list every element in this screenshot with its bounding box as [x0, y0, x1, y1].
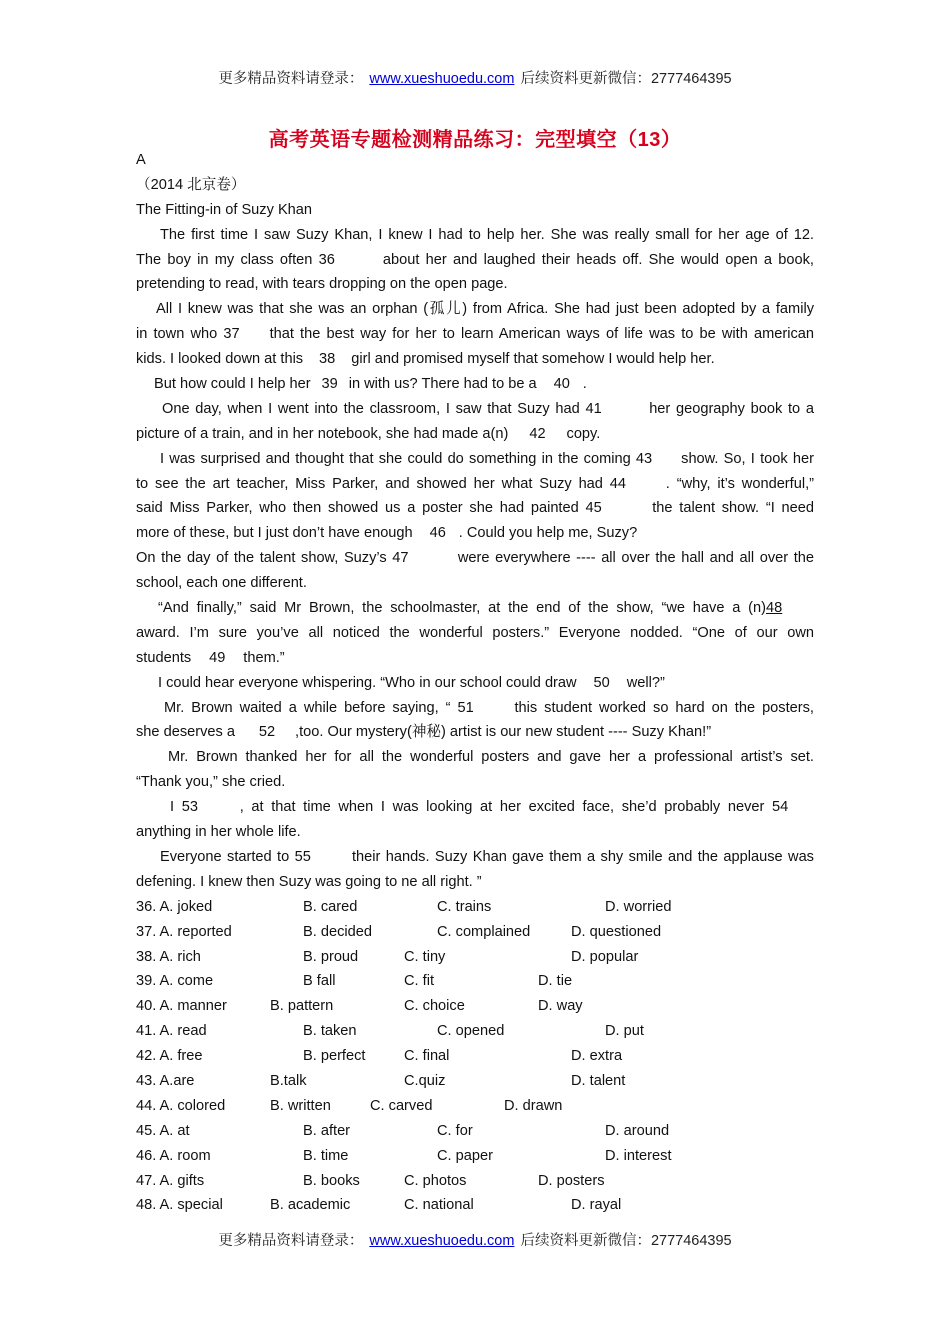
- blank-43: 43: [635, 450, 653, 467]
- paragraph-line: [136, 472, 814, 497]
- text: this student worked so hard on the posters,: [514, 699, 814, 716]
- blank-53: 53: [181, 799, 198, 816]
- text: were everywhere ---- all over the hall and all over the: [457, 550, 814, 567]
- text: that the best way for her to learn American ways of life was to be with american: [269, 326, 814, 343]
- option: 43. A.are: [136, 1072, 195, 1089]
- paragraph-line: [136, 546, 814, 571]
- option: B. cared: [303, 898, 358, 915]
- text: copy.: [566, 425, 601, 442]
- text: show. So, I took her: [681, 450, 814, 467]
- paragraph-line: defening. I knew then Suzy was going to ne all right. ”: [136, 873, 482, 890]
- option: C. for: [437, 1122, 473, 1139]
- text: One day, when I went into the classroom, I saw that Suzy had: [162, 400, 580, 417]
- option: 38. A. rich: [136, 948, 201, 965]
- footer-suffix: 后续资料更新微信：2777464395: [520, 1233, 732, 1249]
- paragraph-line: [136, 322, 814, 347]
- option: 36. A. joked: [136, 898, 213, 915]
- option: 42. A. free: [136, 1048, 203, 1065]
- paragraph-line: The first time I saw Suzy Khan, I knew I had to help her. She was really small for her age of 12.: [160, 226, 814, 243]
- blank-52: 52: [258, 724, 276, 741]
- option-row-45: [136, 1119, 814, 1144]
- option: C. complained: [437, 923, 531, 940]
- option-row-48: [136, 1193, 814, 1218]
- option: C. fit: [404, 973, 434, 990]
- option: D. popular: [571, 948, 639, 965]
- option: 37. A. reported: [136, 923, 232, 940]
- footer-prefix: 更多精品资料请登录：: [218, 1233, 364, 1249]
- paragraph-line: [136, 496, 814, 521]
- option: D. rayal: [571, 1197, 622, 1214]
- blank-47: 47: [392, 550, 409, 567]
- text: their hands. Suzy Khan gave them a shy smile and the applause was: [351, 848, 814, 865]
- paragraph-line: [136, 671, 814, 696]
- text: Mr. Brown waited a while before saying, “: [164, 699, 451, 716]
- page-footer: [0, 1229, 950, 1250]
- text: girl and promised myself that somehow I would help her.: [351, 351, 715, 368]
- blank-41: 41: [585, 400, 602, 417]
- option-row-47: [136, 1169, 814, 1194]
- blank-49: 49: [209, 649, 226, 666]
- blank-37: 37: [223, 326, 240, 343]
- section-label: A: [136, 152, 146, 168]
- text: “And finally,” said Mr Brown, the schoolmaster, at the end of the show, “we have a (n): [158, 600, 766, 617]
- option-row-39: [136, 969, 814, 994]
- option: C. photos: [404, 1172, 467, 1189]
- text: But how could I help her: [154, 376, 311, 393]
- text: picture of a train, and in her notebook, she had made a(n): [136, 425, 509, 442]
- option: B. taken: [303, 1023, 357, 1040]
- paragraph-line: Mr. Brown thanked her for all the wonderful posters and gave her a professional artist’s set.: [168, 749, 814, 766]
- option: C. opened: [437, 1023, 505, 1040]
- paragraph-line: [136, 521, 814, 546]
- text: Everyone started to: [160, 848, 290, 865]
- option: D. questioned: [571, 923, 662, 940]
- text: said Miss Parker, who then showed us a poster she had painted: [136, 500, 579, 517]
- option: D. way: [538, 998, 583, 1015]
- paragraph-line: award. I’m sure you’ve all noticed the wonderful posters.” Everyone nodded. “One of our own: [136, 624, 814, 641]
- blank-42: 42: [529, 425, 546, 442]
- text: kids. I looked down at this: [136, 351, 304, 368]
- option-row-42: [136, 1044, 814, 1069]
- option: D. around: [605, 1122, 670, 1139]
- footer-site-link[interactable]: www.xueshuoedu.com: [369, 1233, 515, 1249]
- blank-50: 50: [593, 674, 610, 691]
- option: C.quiz: [404, 1072, 446, 1089]
- text: I was surprised and thought that she could do something in the coming: [160, 450, 631, 467]
- document-title: 高考英语专题检测精品练习：完型填空（13）: [268, 129, 682, 151]
- text: . Could you help me, Suzy?: [458, 525, 638, 542]
- option: B. time: [303, 1147, 349, 1164]
- paragraph-line: [136, 795, 814, 820]
- paragraph-line: [136, 646, 814, 671]
- blank-55: 55: [294, 848, 311, 865]
- paragraph-line: [136, 696, 814, 721]
- option-row-44: [136, 1094, 814, 1119]
- paragraph-line: [136, 347, 814, 372]
- text: them.”: [243, 649, 285, 666]
- option: B fall: [303, 973, 336, 990]
- paragraph-line: pretending to read, with tears dropping on the open page.: [136, 276, 508, 293]
- text: in town who: [136, 326, 218, 343]
- option: D. put: [605, 1023, 644, 1040]
- option: D. talent: [571, 1072, 626, 1089]
- option-row-38: [136, 945, 814, 970]
- option: 45. A. at: [136, 1122, 190, 1139]
- blank-46: 46: [429, 525, 446, 542]
- paragraph-line: [136, 422, 814, 447]
- option: 39. A. come: [136, 973, 214, 990]
- option: 44. A. colored: [136, 1097, 226, 1114]
- text: On the day of the talent show, Suzy’s: [136, 550, 387, 567]
- option: C. paper: [437, 1147, 493, 1164]
- option: B. proud: [303, 948, 359, 965]
- option: 40. A. manner: [136, 998, 227, 1015]
- option: B. pattern: [270, 998, 334, 1015]
- text: she deserves a: [136, 724, 235, 741]
- paragraph-line: All I knew was that she was an orphan (孤儿) from Africa. She had just been adopted by a family: [156, 301, 814, 318]
- option: 46. A. room: [136, 1147, 211, 1164]
- text: , at that time when I was looking at her excited face, she’d probably never: [239, 799, 765, 816]
- option-row-46: [136, 1144, 814, 1169]
- blank-45: 45: [585, 500, 602, 517]
- option: C. national: [404, 1197, 474, 1214]
- text: .: [582, 376, 587, 393]
- option-row-37: [136, 920, 814, 945]
- option: D. extra: [571, 1048, 623, 1065]
- text: . “why, it’s wonderful,”: [665, 475, 814, 492]
- header-suffix: 后续资料更新微信：2777464395: [520, 71, 732, 87]
- option: D. interest: [605, 1147, 672, 1164]
- blank-39: 39: [321, 376, 338, 393]
- blank-40: 40: [553, 376, 570, 393]
- document-body: [136, 148, 814, 1218]
- option-row-40: [136, 994, 814, 1019]
- passage-title: The Fitting-in of Suzy Khan: [136, 201, 313, 218]
- text: ,too. Our mystery(神秘) artist is our new student ---- Suzy Khan!”: [295, 724, 712, 741]
- option-row-36: [136, 895, 814, 920]
- option: D. posters: [538, 1172, 605, 1189]
- option: D. tie: [538, 973, 573, 990]
- text: to see the art teacher, Miss Parker, and showed her what Suzy had: [136, 475, 603, 492]
- source-label: （2014 北京卷）: [136, 176, 246, 193]
- paragraph-line: [136, 845, 814, 870]
- paragraph-line: “Thank you,” she cried.: [136, 774, 286, 791]
- paragraph-line: [136, 397, 814, 422]
- option: C. final: [404, 1048, 450, 1065]
- option: C. tiny: [404, 948, 446, 965]
- option: B.talk: [270, 1072, 307, 1089]
- blank-51: 51: [457, 699, 474, 716]
- option: C. carved: [370, 1097, 433, 1114]
- option: C. trains: [437, 898, 492, 915]
- option: 48. A. special: [136, 1197, 223, 1214]
- text: her geography book to a: [649, 400, 814, 417]
- option: B. perfect: [303, 1048, 366, 1065]
- header-site-link[interactable]: www.xueshuoedu.com: [369, 71, 515, 87]
- paragraph-line: anything in her whole life.: [136, 824, 301, 841]
- blank-36: 36: [318, 251, 335, 268]
- paragraph-line: [136, 372, 814, 397]
- paragraph-line: [136, 596, 814, 621]
- text: about her and laughed their heads off. She would open a book,: [382, 251, 814, 268]
- blank-38: 38: [319, 351, 336, 368]
- option-row-41: [136, 1019, 814, 1044]
- blank-54: 54: [772, 799, 789, 816]
- blank-44: 44: [609, 475, 627, 492]
- text: students: [136, 649, 192, 666]
- paragraph-line: [136, 720, 814, 745]
- text: I: [170, 799, 175, 816]
- option: B. decided: [303, 923, 372, 940]
- text: more of these, but I just don’t have enough: [136, 525, 413, 542]
- option: 41. A. read: [136, 1023, 207, 1040]
- option: B. academic: [270, 1197, 351, 1214]
- option: B. written: [270, 1097, 331, 1114]
- option: D. drawn: [504, 1097, 563, 1114]
- paragraph-line: [136, 248, 814, 273]
- paragraph-line: school, each one different.: [136, 575, 307, 592]
- option: B. books: [303, 1172, 360, 1189]
- text: the talent show. “I need: [652, 500, 814, 517]
- option: B. after: [303, 1122, 351, 1139]
- paragraph-line: [136, 447, 814, 472]
- page-header: [0, 67, 950, 88]
- text: The boy in my class often: [136, 251, 313, 268]
- header-prefix: 更多精品资料请登录：: [218, 71, 364, 87]
- text: in with us? There had to be a: [348, 376, 537, 393]
- option: C. choice: [404, 998, 465, 1015]
- blank-48: 48: [766, 600, 783, 617]
- option: D. worried: [605, 898, 672, 915]
- option-row-43: [136, 1069, 814, 1094]
- text: well?”: [626, 674, 665, 691]
- option: 47. A. gifts: [136, 1172, 205, 1189]
- text: I could hear everyone whispering. “Who in our school could draw: [158, 674, 577, 691]
